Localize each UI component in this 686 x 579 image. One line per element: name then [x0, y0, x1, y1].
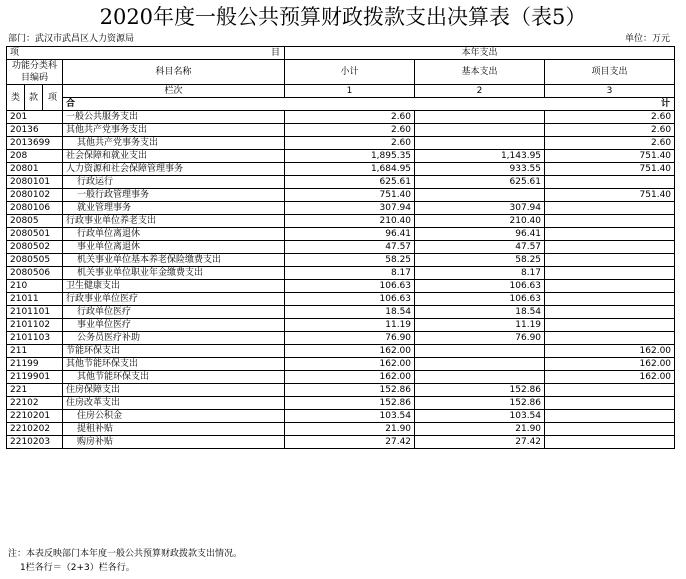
row-code: 21011 [7, 293, 63, 306]
row-basic: 27.42 [415, 436, 545, 449]
row-project [545, 423, 675, 436]
row-basic: 152.86 [415, 397, 545, 410]
row-code: 21199 [7, 358, 63, 371]
row-project [545, 384, 675, 397]
row-project [545, 332, 675, 345]
row-subtotal: 58.25 [285, 254, 415, 267]
table-row [7, 150, 675, 163]
row-subtotal: 210.40 [285, 215, 415, 228]
row-name: 事业单位医疗 [63, 319, 285, 332]
row-name: 节能环保支出 [63, 345, 285, 358]
table-row [7, 436, 675, 449]
row-basic [415, 137, 545, 150]
row-project [545, 241, 675, 254]
row-code: 20805 [7, 215, 63, 228]
total-he: 合 [66, 99, 76, 109]
row-code: 208 [7, 150, 63, 163]
header-row-1 [7, 47, 675, 60]
row-name: 事业单位离退休 [63, 241, 285, 254]
row-project [545, 293, 675, 306]
row-subtotal: 106.63 [285, 293, 415, 306]
table-row [7, 371, 675, 384]
row-code: 2101101 [7, 306, 63, 319]
row-code: 2080505 [7, 254, 63, 267]
row-name: 其他共产党事务支出 [63, 137, 285, 150]
row-name: 住房保障支出 [63, 384, 285, 397]
department-label: 部门：武汉市武昌区人力资源局 [8, 34, 135, 44]
table-row [7, 267, 675, 280]
header-col1: 1 [285, 85, 415, 98]
table-row [7, 228, 675, 241]
total-row [7, 98, 675, 111]
row-project [545, 280, 675, 293]
row-name: 住房公积金 [63, 410, 285, 423]
table-row [7, 280, 675, 293]
row-basic: 76.90 [415, 332, 545, 345]
row-subtotal: 162.00 [285, 358, 415, 371]
row-name: 机关事业单位职业年金缴费支出 [63, 267, 285, 280]
row-name: 社会保障和就业支出 [63, 150, 285, 163]
header-col3: 3 [545, 85, 675, 98]
row-project: 162.00 [545, 371, 675, 384]
row-name: 行政单位离退休 [63, 228, 285, 241]
row-code: 2210202 [7, 423, 63, 436]
row-code: 2080102 [7, 189, 63, 202]
row-basic [415, 345, 545, 358]
row-basic [415, 124, 545, 137]
row-subtotal: 162.00 [285, 345, 415, 358]
row-code: 2119901 [7, 371, 63, 384]
row-subtotal: 27.42 [285, 436, 415, 449]
header-row-2 [7, 60, 675, 85]
row-subtotal: 307.94 [285, 202, 415, 215]
table-row [7, 358, 675, 371]
header-basic: 基本支出 [415, 60, 545, 85]
row-basic: 8.17 [415, 267, 545, 280]
row-project: 751.40 [545, 189, 675, 202]
row-project [545, 319, 675, 332]
header-func-code: 功能分类科目编码 [7, 60, 63, 85]
header-xiang: 项 [43, 85, 63, 111]
row-basic: 106.63 [415, 280, 545, 293]
row-project [545, 306, 675, 319]
footnotes [8, 547, 242, 575]
row-name: 卫生健康支出 [63, 280, 285, 293]
row-subtotal: 625.61 [285, 176, 415, 189]
note-line-2: 1栏各行＝（2+3）栏各行。 [20, 563, 135, 573]
row-code: 2080506 [7, 267, 63, 280]
row-project: 162.00 [545, 345, 675, 358]
row-name: 行政单位医疗 [63, 306, 285, 319]
row-basic [415, 371, 545, 384]
row-name: 住房改革支出 [63, 397, 285, 410]
row-code: 2101103 [7, 332, 63, 345]
row-code: 2080106 [7, 202, 63, 215]
table-row [7, 111, 675, 124]
row-code: 2013699 [7, 137, 63, 150]
row-project [545, 215, 675, 228]
total-label-cell [63, 98, 675, 111]
row-subtotal: 47.57 [285, 241, 415, 254]
row-name: 一般公共服务支出 [63, 111, 285, 124]
row-name: 机关事业单位基本养老保险缴费支出 [63, 254, 285, 267]
table-row [7, 345, 675, 358]
table-row [7, 332, 675, 345]
row-basic: 152.86 [415, 384, 545, 397]
row-basic: 106.63 [415, 293, 545, 306]
header-subtotal: 小计 [285, 60, 415, 85]
row-basic [415, 358, 545, 371]
row-name: 提租补贴 [63, 423, 285, 436]
row-name: 购房补贴 [63, 436, 285, 449]
row-code: 20136 [7, 124, 63, 137]
table-row [7, 215, 675, 228]
row-subtotal: 18.54 [285, 306, 415, 319]
row-basic [415, 111, 545, 124]
row-subtotal: 2.60 [285, 137, 415, 150]
header-col2: 2 [415, 85, 545, 98]
row-project [545, 202, 675, 215]
row-name: 就业管理事务 [63, 202, 285, 215]
table-row [7, 397, 675, 410]
row-subtotal: 1,895.35 [285, 150, 415, 163]
row-code: 2210201 [7, 410, 63, 423]
row-code: 2080101 [7, 176, 63, 189]
row-project: 162.00 [545, 358, 675, 371]
row-basic: 21.90 [415, 423, 545, 436]
row-project [545, 228, 675, 241]
header-col-index-row [7, 85, 675, 98]
row-code: 2080501 [7, 228, 63, 241]
row-basic: 103.54 [415, 410, 545, 423]
table-row [7, 293, 675, 306]
row-code: 22102 [7, 397, 63, 410]
row-name: 其他节能环保支出 [63, 371, 285, 384]
table-row [7, 176, 675, 189]
row-name: 行政运行 [63, 176, 285, 189]
header-kuan: 款 [25, 85, 43, 111]
row-project: 2.60 [545, 111, 675, 124]
row-subtotal: 2.60 [285, 111, 415, 124]
row-subtotal: 152.86 [285, 397, 415, 410]
row-code: 2080502 [7, 241, 63, 254]
header-item: 项 [10, 48, 20, 58]
table-row [7, 189, 675, 202]
row-subtotal: 106.63 [285, 280, 415, 293]
table-row [7, 319, 675, 332]
row-project: 751.40 [545, 150, 675, 163]
row-project [545, 410, 675, 423]
row-subtotal: 11.19 [285, 319, 415, 332]
row-code: 210 [7, 280, 63, 293]
page-title: 2020年度一般公共预算财政拨款支出决算表（表5） [99, 5, 587, 29]
table-row [7, 254, 675, 267]
header-mu: 目 [271, 48, 281, 58]
row-subtotal: 152.86 [285, 384, 415, 397]
row-project: 2.60 [545, 124, 675, 137]
row-basic: 11.19 [415, 319, 545, 332]
row-basic: 307.94 [415, 202, 545, 215]
table-row [7, 202, 675, 215]
row-basic: 933.55 [415, 163, 545, 176]
row-project [545, 397, 675, 410]
row-code: 201 [7, 111, 63, 124]
row-project [545, 436, 675, 449]
row-subtotal: 1,684.95 [285, 163, 415, 176]
header-lei: 类 [7, 85, 25, 111]
row-name: 公务员医疗补助 [63, 332, 285, 345]
row-subtotal: 76.90 [285, 332, 415, 345]
row-code: 221 [7, 384, 63, 397]
row-basic: 210.40 [415, 215, 545, 228]
row-basic: 96.41 [415, 228, 545, 241]
row-subtotal: 2.60 [285, 124, 415, 137]
row-name: 行政事业单位医疗 [63, 293, 285, 306]
row-project [545, 176, 675, 189]
table-row [7, 423, 675, 436]
header-lanci: 栏次 [63, 85, 285, 98]
row-basic: 625.61 [415, 176, 545, 189]
row-code: 20801 [7, 163, 63, 176]
table-row [7, 163, 675, 176]
header-item-mu-cell [7, 47, 285, 60]
total-ji: 计 [661, 99, 671, 109]
row-name: 人力资源和社会保障管理事务 [63, 163, 285, 176]
row-subtotal: 21.90 [285, 423, 415, 436]
header-current-year: 本年支出 [285, 47, 675, 60]
row-name: 其他节能环保支出 [63, 358, 285, 371]
table-row [7, 124, 675, 137]
row-subtotal: 8.17 [285, 267, 415, 280]
header-project: 项目支出 [545, 60, 675, 85]
row-subtotal: 162.00 [285, 371, 415, 384]
row-project: 2.60 [545, 137, 675, 150]
table-row [7, 306, 675, 319]
unit-label: 单位：万元 [624, 34, 670, 44]
row-project [545, 267, 675, 280]
row-basic: 18.54 [415, 306, 545, 319]
row-name: 其他共产党事务支出 [63, 124, 285, 137]
table-row [7, 241, 675, 254]
row-subtotal: 751.40 [285, 189, 415, 202]
row-code: 2101102 [7, 319, 63, 332]
table-row [7, 137, 675, 150]
row-name: 一般行政管理事务 [63, 189, 285, 202]
expenditure-table [6, 46, 675, 449]
row-subtotal: 96.41 [285, 228, 415, 241]
row-basic [415, 189, 545, 202]
row-basic: 47.57 [415, 241, 545, 254]
row-basic: 1,143.95 [415, 150, 545, 163]
row-project [545, 254, 675, 267]
table-row [7, 384, 675, 397]
row-name: 行政事业单位养老支出 [63, 215, 285, 228]
row-code: 211 [7, 345, 63, 358]
row-subtotal: 103.54 [285, 410, 415, 423]
row-code: 2210203 [7, 436, 63, 449]
row-project: 751.40 [545, 163, 675, 176]
header-subject-name: 科目名称 [63, 60, 285, 85]
table-row [7, 410, 675, 423]
row-basic: 58.25 [415, 254, 545, 267]
note-line-1: 注：本表反映部门本年度一般公共预算财政拨款支出情况。 [8, 549, 243, 559]
